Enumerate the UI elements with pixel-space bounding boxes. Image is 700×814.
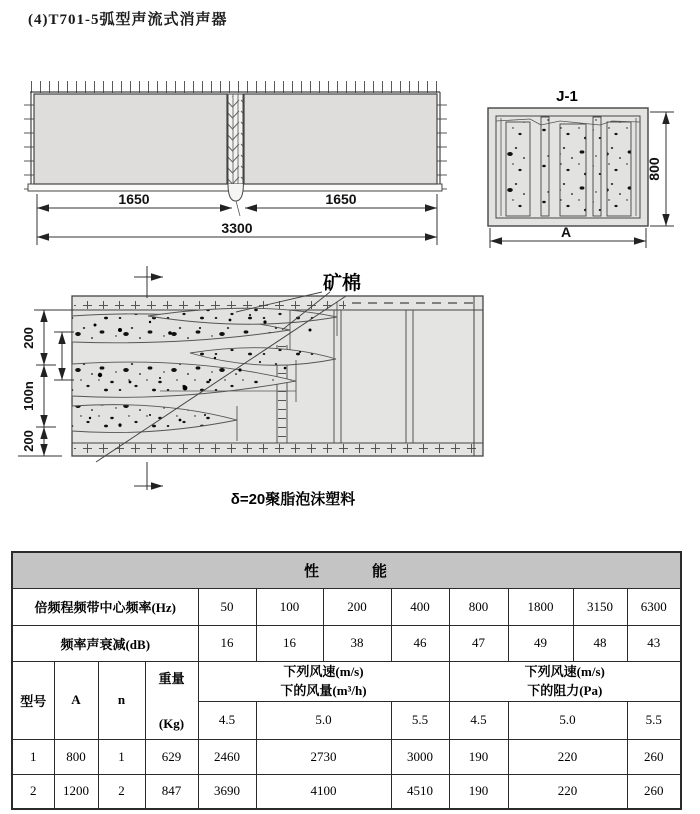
page-title: (4)T701-5弧型声流式消声器	[28, 12, 228, 28]
speed-cell: 5.0	[256, 701, 391, 739]
table-cell: 220	[508, 774, 627, 809]
weight-line1: 重量	[158, 671, 185, 686]
a-header: A	[54, 661, 98, 739]
dim-width-label: A	[560, 224, 572, 240]
table-cell: 1800	[508, 588, 573, 625]
table-cell: 50	[198, 588, 256, 625]
weight-header	[145, 661, 198, 739]
table-row	[12, 552, 681, 588]
table-cell: 1200	[54, 774, 98, 809]
model-header: 型号	[12, 661, 54, 739]
splitter-panel	[560, 124, 586, 216]
table-cell: 260	[627, 774, 681, 809]
dim-left-label: 1650	[118, 191, 150, 207]
weight-line2: (Kg)	[158, 716, 185, 731]
mineral-wool-label: 矿棉	[322, 273, 362, 294]
table-row	[12, 625, 681, 661]
speed-cell: 5.5	[391, 701, 449, 739]
table-cell: 2	[12, 774, 54, 809]
plan-view	[24, 81, 447, 245]
table-cell: 43	[627, 625, 681, 661]
table-cell: 2	[98, 774, 145, 809]
hatch-band-bottom	[74, 444, 480, 456]
dim-200-top: 200	[21, 327, 36, 349]
dim-200-bottom: 200	[21, 430, 36, 452]
dim-height-label: 800	[646, 157, 662, 181]
splitter-strip	[593, 117, 601, 216]
table-cell: 6300	[627, 588, 681, 625]
n-header: n	[98, 661, 145, 739]
table-cell: 2730	[256, 739, 391, 774]
speed-cell: 5.0	[508, 701, 627, 739]
table-cell: 47	[449, 625, 508, 661]
table-cell: 629	[145, 739, 198, 774]
table-cell: 220	[508, 739, 627, 774]
table-cell: 400	[391, 588, 449, 625]
dim-100n: 100n	[21, 381, 36, 411]
table-cell: 190	[449, 774, 508, 809]
table-cell: 46	[391, 625, 449, 661]
table-row	[12, 739, 681, 774]
table-cell: 200	[323, 588, 391, 625]
hatch-top	[30, 81, 440, 93]
resist-header-line1: 下列风速(m/s)	[524, 663, 605, 679]
table-cell: 3150	[573, 588, 627, 625]
section-view	[18, 266, 483, 508]
foam-label: δ=20聚脂泡沫塑料	[230, 491, 356, 508]
speed-cell: 5.5	[627, 701, 681, 739]
table-cell: 190	[449, 739, 508, 774]
hatch-band-top	[74, 297, 346, 309]
freq-label: 倍频程频带中心频率(Hz)	[12, 588, 198, 625]
speed-cell: 4.5	[449, 701, 508, 739]
panel-right	[244, 94, 437, 184]
speed-cell: 4.5	[198, 701, 256, 739]
table-cell: 4100	[256, 774, 391, 809]
performance-table	[11, 551, 682, 810]
dim-right-label: 1650	[325, 191, 357, 207]
joint-round-bottom	[228, 184, 243, 201]
flow-header-line2: 下的风量(m³/h)	[280, 683, 367, 698]
hatch-right	[437, 94, 447, 190]
table-title: 性 能	[12, 552, 681, 588]
splitter-strip	[541, 117, 549, 216]
flow-header	[198, 661, 449, 701]
table-cell: 2460	[198, 739, 256, 774]
table-cell: 3690	[198, 774, 256, 809]
table-cell: 16	[256, 625, 323, 661]
resist-header-line2: 下的阻力(Pa)	[527, 683, 603, 698]
table-cell: 100	[256, 588, 323, 625]
dim-total-label: 3300	[221, 220, 253, 236]
table-row	[12, 661, 681, 701]
table-cell: 1	[98, 739, 145, 774]
table-cell: 1	[12, 739, 54, 774]
hatch-left	[24, 94, 34, 190]
table-cell: 260	[627, 739, 681, 774]
end-view-title: J-1	[556, 88, 578, 105]
table-cell: 4510	[391, 774, 449, 809]
table-cell: 16	[198, 625, 256, 661]
atten-label: 频率声衰减(dB)	[12, 625, 198, 661]
table-cell: 800	[449, 588, 508, 625]
panel-left	[34, 94, 227, 184]
splitter-panel	[506, 122, 530, 216]
table-row	[12, 774, 681, 809]
table-cell: 38	[323, 625, 391, 661]
table-cell: 49	[508, 625, 573, 661]
table-cell: 847	[145, 774, 198, 809]
resist-header	[449, 661, 681, 701]
table-row	[12, 588, 681, 625]
table-cell: 800	[54, 739, 98, 774]
table-cell: 48	[573, 625, 627, 661]
end-view	[488, 88, 674, 248]
table-cell: 3000	[391, 739, 449, 774]
splitter-panel	[607, 122, 631, 216]
flow-header-line1: 下列风速(m/s)	[283, 663, 364, 679]
